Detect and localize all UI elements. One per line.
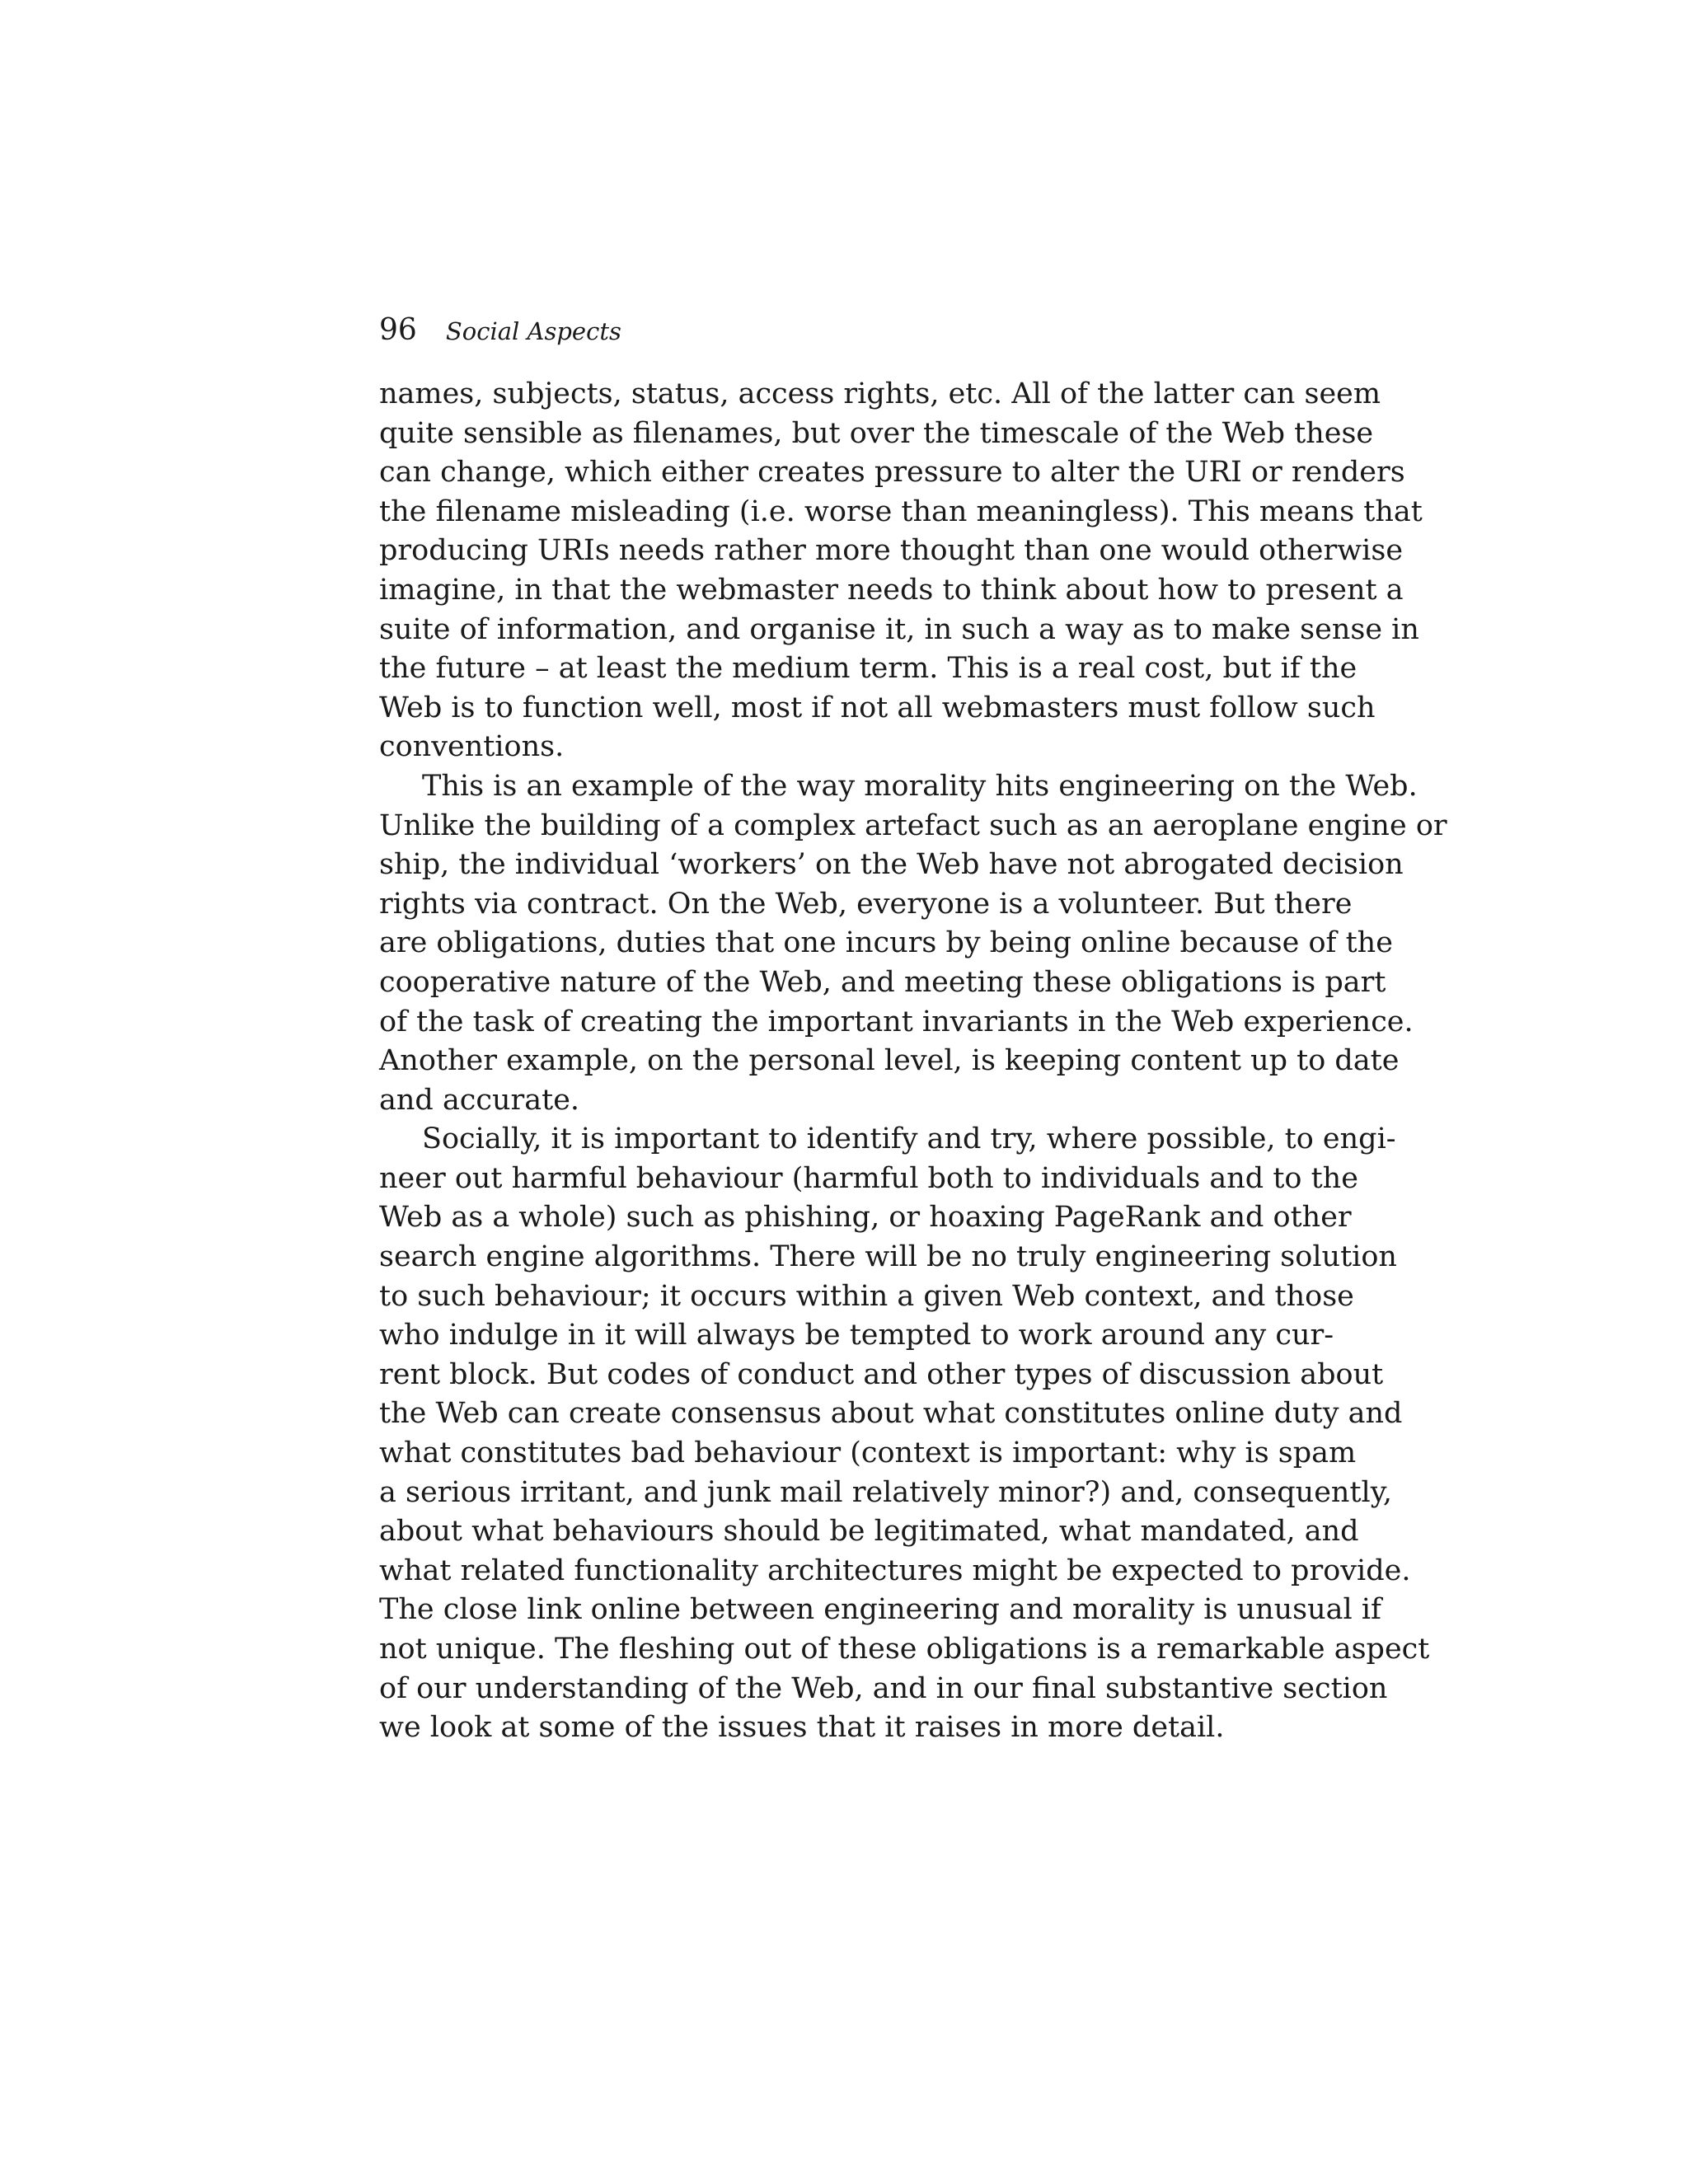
text-line: the Web can create consensus about what constitutes online duty and <box>379 1397 1403 1431</box>
text-line: about what behaviours should be legitimated, what mandated, and <box>379 1515 1359 1549</box>
text-line: suite of information, and organise it, in such a way as to make sense in <box>379 612 1419 646</box>
text-line: and accurate. <box>379 1083 580 1117</box>
running-head-title: Social Aspects <box>445 317 621 345</box>
text-line: to such behaviour; it occurs within a given Web context, and those <box>379 1279 1354 1313</box>
text-line: imagine, in that the webmaster needs to think about how to present a <box>379 573 1404 607</box>
text-line: names, subjects, status, access rights, etc. All of the latter can seem <box>379 377 1381 410</box>
text-line: what related functionality architectures might be expected to provide. <box>379 1554 1411 1587</box>
running-header <box>379 310 621 351</box>
text-line: we look at some of the issues that it raises in more detail. <box>379 1711 1225 1745</box>
text-line: rights via contract. On the Web, everyone is a volunteer. But there <box>379 887 1353 921</box>
text-line: can change, which either creates pressure to alter the URI or renders <box>379 456 1405 490</box>
text-line: not unique. The fleshing out of these obligations is a remarkable aspect <box>379 1633 1430 1666</box>
text-line: Web is to function well, most if not all webmasters must follow such <box>379 691 1376 724</box>
text-line: search engine algorithms. There will be no truly engineering solution <box>379 1240 1397 1274</box>
text-line: the filename misleading (i.e. worse than meaningless). This means that <box>379 494 1423 528</box>
text-line: a serious irritant, and junk mail relatively minor?) and, consequently, <box>379 1475 1392 1509</box>
text-line: who indulge in it will always be tempted to work around any cur- <box>379 1319 1334 1352</box>
text-line: what constitutes bad behaviour (context is important: why is spam <box>379 1436 1357 1470</box>
text-line: producing URIs needs rather more thought than one would otherwise <box>379 534 1404 568</box>
text-line: Unlike the building of a complex artefact such as an aeroplane engine or <box>379 808 1447 842</box>
text-line: ship, the individual ‘workers’ on the Web have not abrogated decision <box>379 848 1404 882</box>
text-line: are obligations, duties that one incurs by being online because of the <box>379 926 1393 960</box>
text-line: conventions. <box>379 730 565 764</box>
text-line: neer out harmful behaviour (harmful both to individuals and to the <box>379 1161 1358 1195</box>
text-line: Another example, on the personal level, is keeping content up to date <box>379 1044 1400 1078</box>
text-line: Web as a whole) such as phishing, or hoaxing PageRank and other <box>379 1201 1352 1235</box>
text-line: the future – at least the medium term. This is a real cost, but if the <box>379 652 1357 686</box>
page-number: 96 <box>379 313 417 347</box>
text-line: rent block. But codes of conduct and other types of discussion about <box>379 1357 1384 1391</box>
text-line: Socially, it is important to identify and try, where possible, to engi- <box>422 1122 1396 1156</box>
text-line: The close link online between engineering and morality is unusual if <box>379 1593 1381 1627</box>
text-line: of the task of creating the important invariants in the Web experience. <box>379 1005 1414 1038</box>
text-line: of our understanding of the Web, and in our final substantive section <box>379 1671 1388 1705</box>
body-text <box>379 375 1447 1748</box>
text-line: This is an example of the way morality hits engineering on the Web. <box>422 769 1418 803</box>
text-line: cooperative nature of the Web, and meeting these obligations is part <box>379 965 1386 999</box>
text-line: quite sensible as filenames, but over the timescale of the Web these <box>379 416 1374 450</box>
